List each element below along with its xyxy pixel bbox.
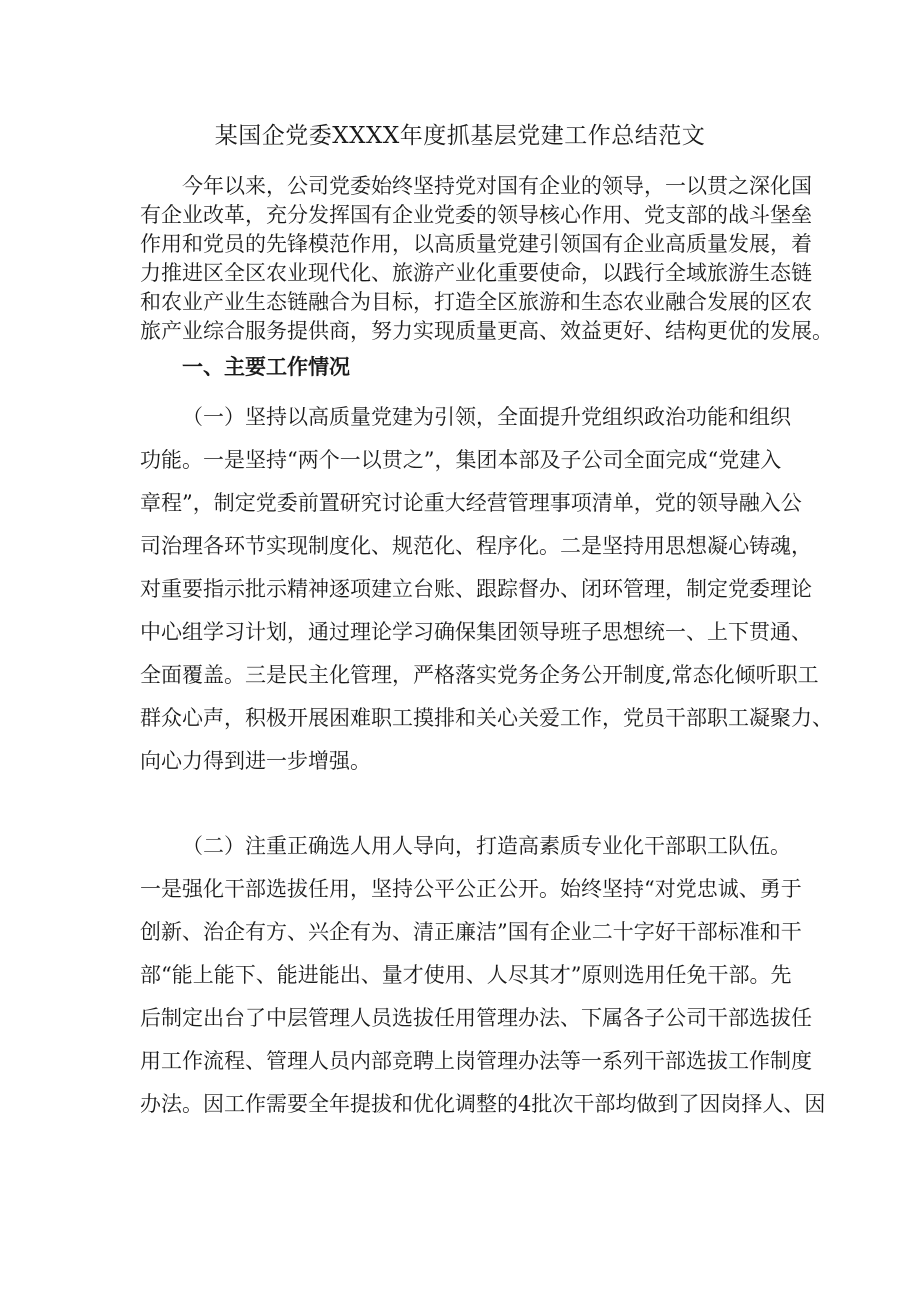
paragraph-line: （一）坚持以高质量党建为引领，全面提升党组织政治功能和组织 (182, 405, 791, 429)
paragraph-line: 章程”，制定党委前置研究讨论重大经营管理事项清单，党的领导融入公 (140, 491, 802, 515)
intro-line: 今年以来，公司党委始终坚持党对国有企业的领导，一以贯之深化国 (182, 174, 812, 198)
paragraph-party-building (140, 396, 833, 783)
paragraph-line: 群众心声，积极开展困难职工摸排和关心关爱工作，党员干部职工凝聚力、 (140, 706, 833, 730)
section-heading-main-work: 一、主要工作情况 (182, 354, 350, 379)
paragraph-line: 对重要指示批示精神逐项建立台账、跟踪督办、闭环管理，制定党委理论 (140, 577, 812, 601)
intro-paragraph (140, 172, 833, 346)
paragraph-line: 司治理各环节实现制度化、规范化、程序化。二是坚持用思想凝心铸魂， (140, 534, 812, 558)
intro-line: 有企业改革，充分发挥国有企业党委的领导核心作用、党支部的战斗堡垒 (140, 203, 812, 227)
intro-line: 作用和党员的先锋模范作用，以高质量党建引领国有企业高质量发展，着 (140, 232, 812, 256)
paragraph-cadre-selection (140, 825, 826, 1126)
intro-line: 和农业产业生态链融合为目标，打造全区旅游和生态农业融合发展的区农 (140, 290, 812, 314)
intro-line: 力推进区全区农业现代化、旅游产业化重要使命，以践行全域旅游生态链 (140, 261, 812, 285)
paragraph-line: 中心组学习计划，通过理论学习确保集团领导班子思想统一、上下贯通、 (140, 620, 812, 644)
paragraph-line: 向心力得到进一步增强。 (140, 749, 371, 773)
paragraph-line: 用工作流程、管理人员内部竞聘上岗管理办法等一系列干部选拔工作制度 (140, 1049, 812, 1073)
paragraph-line: 后制定出台了中层管理人员选拔任用管理办法、下属各子公司干部选拔任 (140, 1006, 812, 1030)
paragraph-line: 功能。一是坚持“两个一以贯之”，集团本部及子公司全面完成“党建入 (140, 448, 782, 472)
paragraph-line: （二）注重正确选人用人导向，打造高素质专业化干部职工队伍。 (182, 834, 791, 858)
paragraph-line: 部“能上能下、能进能出、量才使用、人尽其才”原则选用任免干部。先 (140, 963, 792, 987)
paragraph-line: 一是强化干部选拔任用，坚持公平公正公开。始终坚持“对党忠诚、勇于 (140, 877, 802, 901)
paragraph-line: 创新、治企有方、兴企有为、清正廉洁”国有企业二十字好干部标准和干 (140, 920, 802, 944)
intro-line: 旅产业综合服务提供商，努力实现质量更高、效益更好、结构更优的发展。 (140, 319, 833, 343)
paragraph-line: 办法。因工作需要全年提拔和优化调整的4批次干部均做到了因岗择人、因 (140, 1092, 826, 1116)
paragraph-line: 全面覆盖。三是民主化管理，严格落实党务企务公开制度,常态化倾听职工 (140, 663, 819, 687)
document-title: 某国企党委XXXX年度抓基层党建工作总结范文 (214, 123, 706, 149)
